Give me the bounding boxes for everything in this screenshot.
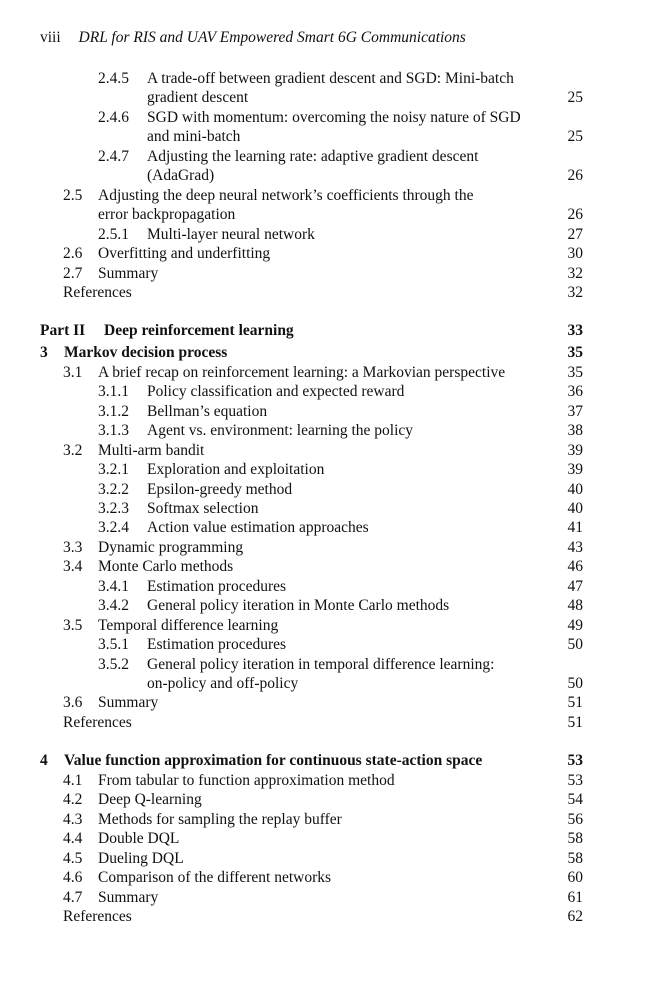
toc-entry-number: 3.2.2 (98, 480, 129, 498)
toc-entry-title: error backpropagation (98, 206, 236, 224)
toc-entry-page: 32 (567, 283, 583, 301)
toc-entry-page: 25 (567, 89, 583, 107)
toc-entry-title: Estimation procedures (147, 577, 287, 595)
toc-entry (0, 283, 650, 303)
toc-entry (0, 635, 650, 655)
toc-entry-number: 2.4.7 (98, 147, 129, 165)
toc-entry-title: General policy iteration in temporal difference learning: (147, 655, 495, 673)
toc-entry-title: Policy classification and expected reward (147, 383, 405, 401)
toc-entry-title: Estimation procedures (147, 636, 287, 654)
toc-entry-page: 35 (567, 363, 583, 381)
toc-entry-number: 3.4.2 (98, 597, 129, 615)
toc-entry-page: 62 (567, 907, 583, 925)
toc-entry-number: 3.1.3 (98, 422, 129, 440)
toc-entry (0, 225, 650, 245)
toc-entry-page: 32 (567, 264, 583, 282)
toc-entry (0, 421, 650, 441)
toc-entry-page: 56 (567, 810, 583, 828)
toc-entry-number: 4.1 (63, 771, 83, 789)
toc-entry (0, 69, 650, 89)
toc-entry-title: References (63, 283, 132, 301)
toc-entry (0, 382, 650, 402)
toc-entry-page: 36 (567, 383, 583, 401)
toc-entry-page: 40 (567, 499, 583, 517)
toc-entry-number: 3.2.4 (98, 519, 129, 537)
toc-entry-page: 51 (567, 694, 583, 712)
toc-entry-title: Overfitting and underfitting (98, 245, 271, 263)
toc-entry (0, 790, 650, 810)
toc-entry-number: 2.5.1 (98, 225, 129, 243)
toc-entry-title: gradient descent (147, 89, 249, 107)
toc-entry-title: Summary (98, 888, 159, 906)
toc-entry-page: 47 (567, 577, 583, 595)
toc-entry-title: Comparison of the different networks (98, 869, 332, 887)
toc-entry-title: Adjusting the deep neural network’s coefficients through the (98, 186, 474, 204)
toc-entry (0, 849, 650, 869)
toc-entry-page: 37 (567, 402, 583, 420)
toc-entry-title: Summary (98, 264, 159, 282)
toc-entry-title: Double DQL (98, 830, 180, 848)
toc-entry-page: 35 (567, 344, 583, 362)
toc-entry (0, 402, 650, 422)
toc-entry-number: 3.5 (63, 616, 83, 634)
toc-entry (0, 713, 650, 733)
toc-entry-page: 50 (567, 675, 583, 692)
toc-entry-page: 48 (567, 597, 583, 615)
header-book-title: DRL for RIS and UAV Empowered Smart 6G Communications (78, 29, 466, 46)
toc-entry-number: 3.2 (63, 441, 83, 459)
toc-entry-title: Deep Q-learning (98, 791, 202, 809)
toc-entry (0, 616, 650, 636)
toc-entry-page: 43 (567, 538, 583, 556)
toc-entry-number: 4.4 (63, 830, 83, 848)
toc-entry-continuation (0, 127, 650, 147)
toc-entry-title: From tabular to function approximation method (98, 771, 395, 789)
toc-entry-page: 50 (567, 636, 583, 654)
toc-entry-number: 3.6 (63, 694, 83, 712)
toc-entry (0, 751, 650, 771)
toc-entry (0, 343, 650, 363)
toc-entry-title: A trade-off between gradient descent and SGD: Mini-batch (147, 70, 514, 87)
toc-entry (0, 244, 650, 264)
toc-entry-number: 3.3 (63, 538, 83, 556)
toc-entry-page: 46 (567, 558, 583, 576)
toc-entry-page: 60 (567, 869, 583, 887)
toc-entry (0, 538, 650, 558)
toc-entry-title: on-policy and off-policy (147, 675, 299, 692)
toc-entry (0, 460, 650, 480)
toc-entry-title: A brief recap on reinforcement learning: a Markovian perspective (98, 363, 506, 381)
toc-entry-title: References (63, 713, 132, 731)
toc-entry (0, 363, 650, 383)
toc-entry-title: Softmax selection (147, 499, 259, 517)
toc-entry-title: Value function approximation for continuous state-action space (64, 752, 483, 770)
toc-entry-number: 3 (40, 344, 48, 362)
toc-entry-page: 41 (567, 519, 583, 537)
toc-entry-title: Dynamic programming (98, 538, 244, 556)
toc-entry (0, 810, 650, 830)
toc-entry (0, 596, 650, 616)
toc-entry-number: 4.2 (63, 791, 83, 809)
toc-entry-title: Epsilon-greedy method (147, 480, 293, 498)
toc-entry (0, 888, 650, 908)
toc-entry-number: 4.3 (63, 810, 83, 828)
toc-entry-number: 2.4.6 (98, 108, 129, 126)
toc-entry-title: Adjusting the learning rate: adaptive gradient descent (147, 147, 479, 165)
toc-entry (0, 868, 650, 888)
toc-entry-page: 58 (567, 849, 583, 867)
toc-entry-title: Temporal difference learning (98, 616, 279, 634)
toc-entry-number: Part II (40, 322, 86, 340)
toc-entry (0, 480, 650, 500)
toc-entry-number: 3.5.1 (98, 636, 129, 654)
toc-entry (0, 518, 650, 538)
toc-entry-title: (AdaGrad) (147, 167, 215, 185)
toc-entry-page: 40 (567, 480, 583, 498)
toc-entry (0, 771, 650, 791)
toc-entry-page: 53 (567, 771, 583, 789)
toc-entry-number: 4.6 (63, 869, 83, 887)
toc-entry-page: 25 (567, 128, 583, 146)
toc-entry-title: References (63, 907, 132, 925)
toc-entry (0, 829, 650, 849)
toc-entry-continuation (0, 88, 650, 108)
toc-entry-page: 26 (567, 206, 583, 224)
toc-entry-title: General policy iteration in Monte Carlo methods (147, 597, 450, 615)
toc-entry-title: Monte Carlo methods (98, 558, 234, 576)
toc-entry-title: Action value estimation approaches (147, 519, 369, 537)
toc-entry-title: Agent vs. environment: learning the policy (147, 422, 414, 440)
toc-entry-page: 54 (567, 791, 583, 809)
toc-entry-title: Exploration and exploitation (147, 461, 325, 479)
toc-entry (0, 186, 650, 206)
toc-entry-title: Bellman’s equation (147, 402, 268, 420)
toc-entry-title: Multi-arm bandit (98, 441, 205, 459)
toc-entry-number: 3.5.2 (98, 655, 129, 673)
toc-entry-page: 33 (567, 322, 583, 340)
toc-entry-continuation (0, 205, 650, 225)
toc-entry-number: 2.4.5 (98, 70, 129, 87)
toc-entry-continuation (0, 166, 650, 186)
toc-entry-continuation (0, 674, 650, 694)
toc-entry-page: 26 (567, 167, 583, 185)
toc-entry (0, 655, 650, 675)
running-header (40, 29, 466, 47)
toc-entry-page: 58 (567, 830, 583, 848)
toc-entry (0, 147, 650, 167)
toc-entry (0, 321, 650, 341)
toc-entry-number: 2.5 (63, 186, 83, 204)
toc-entry-page: 38 (567, 422, 583, 440)
toc-entry-title: Markov decision process (64, 344, 228, 362)
toc-entry-title: Dueling DQL (98, 849, 184, 867)
toc-entry (0, 499, 650, 519)
toc-entry-title: Multi-layer neural network (147, 225, 315, 243)
toc-entry-number: 4 (40, 752, 48, 770)
toc-entry-number: 4.7 (63, 888, 83, 906)
toc-entry (0, 557, 650, 577)
toc-entry (0, 441, 650, 461)
toc-entry-page: 61 (567, 888, 583, 906)
header-page-number: viii (40, 29, 61, 46)
toc-entry-page: 51 (567, 713, 583, 731)
toc-entry (0, 907, 650, 927)
toc-entry-page: 39 (567, 441, 583, 459)
toc-entry-number: 2.6 (63, 245, 83, 263)
toc-entry-number: 3.1.2 (98, 402, 129, 420)
toc-entry-title: Methods for sampling the replay buffer (98, 810, 342, 828)
toc-entry-number: 3.4.1 (98, 577, 129, 595)
toc-entry-number: 2.7 (63, 264, 83, 282)
toc-entry (0, 693, 650, 713)
toc-entry (0, 264, 650, 284)
toc-entry-page: 49 (567, 616, 583, 634)
toc-entry-number: 3.1.1 (98, 383, 129, 401)
toc-entry-title: Summary (98, 694, 159, 712)
toc-entry-page: 27 (567, 225, 583, 243)
toc-entry-page: 53 (567, 752, 583, 770)
toc-entry-number: 3.1 (63, 363, 83, 381)
toc-entry-title: and mini-batch (147, 128, 241, 146)
toc-entry-number: 3.2.1 (98, 461, 129, 479)
toc-entry (0, 577, 650, 597)
toc-entry-title: SGD with momentum: overcoming the noisy nature of SGD (147, 108, 521, 126)
toc-entry-number: 4.5 (63, 849, 83, 867)
toc-entry-page: 39 (567, 461, 583, 479)
toc-entry (0, 108, 650, 128)
toc-entry-title: Deep reinforcement learning (104, 322, 294, 340)
toc-entry-page: 30 (567, 245, 583, 263)
toc-entry-number: 3.4 (63, 558, 83, 576)
toc-entry-number: 3.2.3 (98, 499, 129, 517)
